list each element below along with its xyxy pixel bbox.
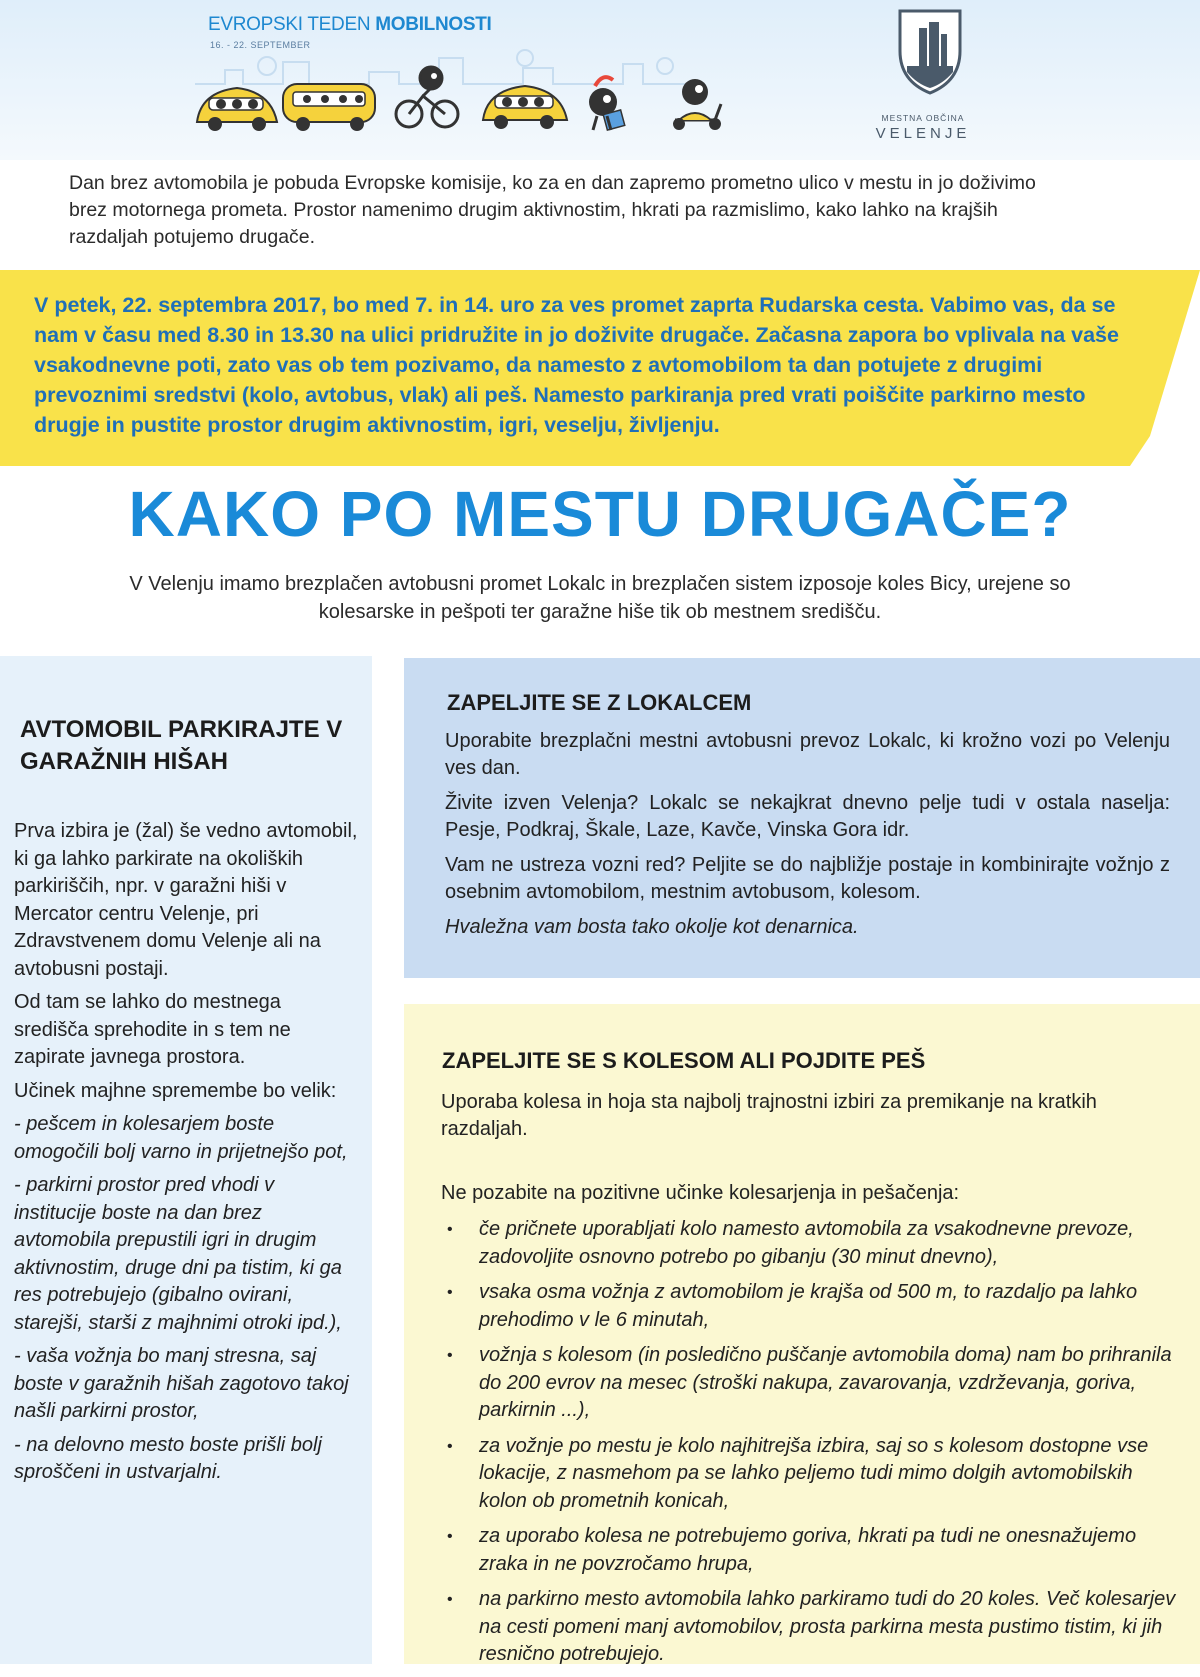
list-item (441, 1523, 1186, 1578)
event-dates: 16. - 22. SEPTEMBER (210, 40, 311, 50)
bullet-icon: • (447, 1221, 453, 1238)
bullet-icon: • (447, 1284, 453, 1301)
list-item-text: na parkirno mesto avtomobila lahko parkiramo tudi do 20 koles. Več kolesarjev na cesti pomeni manj avtomobilov, prosta parkirna mesta pustimo tistim, ki jih resnično potrebujejo. (479, 1588, 1176, 1665)
bullet-icon: • (447, 1591, 453, 1608)
bus-paragraph-1: Uporabite brezplačni mestni avtobusni prevoz Lokalc, ki krožno vozi po Velenju ves dan. (445, 730, 1170, 779)
car-parking-title: AVTOMOBIL PARKIRAJTE V GARAŽNIH HIŠAH (20, 716, 343, 775)
bus-paragraph-3: Vam ne ustreza vozni red? Peljite se do najbližje postaje in kombinirajte vožnjo z osebnim avtomobilom, mestnim avtobusom, kolesom. (445, 854, 1170, 903)
bike-walk-lead: Ne pozabite na pozitivne učinke kolesarjenja in pešačenja: (441, 1182, 960, 1204)
list-item (441, 1279, 1186, 1334)
municipality-line1: MESTNA OBČINA (881, 113, 965, 123)
list-item-text: za vožnje po mestu je kolo najhitrejša izbira, saj so s kolesom dostopne vse lokacije, z nasmehom pa se lahko peljemo tudi mimo dolgih avtomobilskih kolon ob prometnih konicah, (479, 1434, 1149, 1512)
bike-walk-intro: Uporaba kolesa in hoja sta najbolj trajnostni izbiri za premikanje na kratkih razdaljah. (441, 1091, 1097, 1140)
list-item (441, 1586, 1186, 1669)
bus-box-text (445, 728, 1170, 949)
subtitle: V Velenju imamo brezplačen avtobusni promet Lokalc in brezplačen sistem izposoje koles Bicy, urejene so kolesarske in pešpoti ter garažne hiše tik ob mestnem središču. (129, 573, 1071, 623)
list-item-text: vsaka osma vožnja z avtomobilom je krajša od 500 m, to razdaljo pa lahko prehodimo v le 6 minutah, (479, 1281, 1138, 1331)
car-icon (483, 86, 567, 129)
bus-paragraph-2: Živite izven Velenja? Lokalc se nekajkrat dnevno pelje tudi v ostala naselja: Pesje, Podkraj, Škale, Laze, Kavče, Vinska Gora idr. (445, 792, 1170, 841)
bullet-icon: • (447, 1528, 453, 1545)
bus-box-title: ZAPELJITE SE Z LOKALCEM (447, 690, 752, 715)
event-title-regular: EVROPSKI TEDEN (208, 14, 376, 35)
list-item (441, 1342, 1186, 1425)
car-parking-benefit: - vaša vožnja bo manj stresna, saj boste v garažnih hišah zagotovo takoj našli parkirni prostor, (14, 1345, 349, 1422)
bike-walk-title: ZAPELJITE SE S KOLESOM ALI POJDITE PEŠ (442, 1048, 926, 1073)
intro-paragraph: Dan brez avtomobila je pobuda Evropske komisije, ko za en dan zapremo prometno ulico v mestu in jo doživimo brez motornega prometa. Prostor namenimo drugim aktivnostim, hkrati pa razmislimo, kako lahko na krajših razdaljah potujemo drugače. (69, 172, 1036, 248)
page-title: KAKO PO MESTU DRUGAČE? (128, 478, 1072, 550)
velenje-crest-icon (897, 8, 963, 96)
announcement-text: V petek, 22. septembra 2017, bo med 7. in 14. uro za ves promet zaprta Rudarska cesta. Vabimo vas, da se nam v času med 8.30 in 13.30 na ulici pridružite in jo doživite drugače. Začasna zapora bo vplivala na vaše vsakodnevne poti, zato vas ob tem pozivamo, da namesto z avtomobilom ta dan potujete z drugimi prevoznimi sredstvi (kolo, avtobus, vlak) ali peš. Namesto parkiranja pred vrati poiščite parkirno mesto drugje in pustite prostor drugim aktivnostim, igri, veselju, življenju. (34, 293, 1119, 437)
event-title-bold: MOBILNOSTI (375, 14, 492, 35)
cyclist-icon (396, 67, 458, 127)
bus-icon (283, 84, 375, 131)
municipality-line2: VELENJE (875, 125, 971, 142)
car-parking-paragraph-2: Od tam se lahko do mestnega središča sprehodite in s tem ne zapirate javnega prostora. (14, 991, 291, 1068)
car-parking-benefit: - na delovno mesto boste prišli bolj sproščeni in ustvarjalni. (14, 1433, 322, 1483)
car-parking-paragraph-1: Prva izbira je (žal) še vedno avtomobil, ki ga lahko parkirate na okoliških parkiriščih, npr. v garažni hiši v Mercator centru Velenje, pri Zdravstvenem domu Velenje ali na avtobusni postaji. (14, 820, 358, 980)
bus-paragraph-4: Hvaležna vam bosta tako okolje kot denarnica. (445, 916, 859, 938)
list-item (441, 1433, 1186, 1516)
list-item-text: vožnja s kolesom (in posledično puščanje avtomobila doma) nam bo prihranila do 200 evrov na mesec (stroški nakupa, zavarovanja, vzdrževanja, goriva, parkirnin ...), (479, 1344, 1172, 1421)
list-item-text: če pričnete uporabljati kolo namesto avtomobila za vsakodnevne prevoze, zadovoljite osnovno potrebo po gibanju (30 minut dnevno), (479, 1218, 1134, 1268)
car-parking-benefit: - parkirni prostor pred vhodi v institucije boste na dan brez avtomobila prepustili igri in drugim aktivnostim, druge dni pa tistim, ki ga res potrebujejo (gibalno ovirani, starejši, starši z majhnimi otroki ipd.), (14, 1174, 342, 1334)
bike-walk-benefits-list (441, 1216, 1186, 1677)
bullet-icon: • (447, 1347, 453, 1364)
pedestrian-character-icon (589, 77, 625, 130)
taxi-car-icon (197, 88, 277, 131)
skyline-outline-icon (195, 50, 703, 84)
car-parking-text (14, 818, 359, 1493)
bullet-icon: • (447, 1437, 453, 1455)
scooter-rider-icon (673, 79, 721, 130)
event-title (208, 14, 492, 36)
mobility-illustration (195, 44, 755, 136)
list-item (441, 1216, 1186, 1271)
car-parking-paragraph-3: Učinek majhne spremembe bo velik: (14, 1079, 337, 1102)
municipality-name (868, 113, 978, 142)
list-item-text: za uporabo kolesa ne potrebujemo goriva, hkrati pa tudi ne onesnažujemo zraka in ne povzročamo hrupa, (479, 1525, 1137, 1575)
car-parking-benefit: - pešcem in kolesarjem boste omogočili bolj varno in prijetnejšo pot, (14, 1113, 348, 1163)
